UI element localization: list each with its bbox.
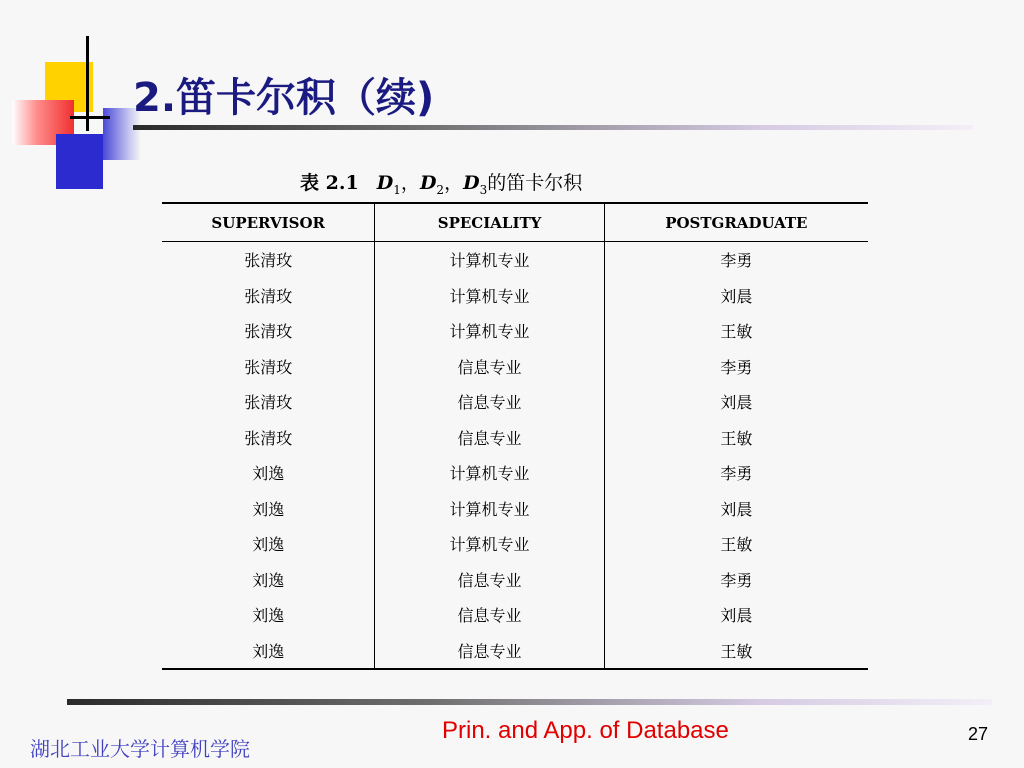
cell-speciality: 信息专业 <box>375 384 604 420</box>
cell-speciality: 计算机专业 <box>375 491 604 527</box>
footer-divider <box>67 699 992 705</box>
caption-domain: $D_3$ <box>463 172 488 197</box>
cell-postgraduate: 刘晨 <box>720 606 753 626</box>
table-row <box>162 633 868 670</box>
cell-postgraduate: 王敏 <box>604 633 868 670</box>
cell-postgraduate: 李勇 <box>720 464 753 484</box>
caption-suffix: 的笛卡尔积 <box>487 172 583 194</box>
cell-speciality: 计算机专业 <box>375 242 604 278</box>
table-row <box>162 562 868 598</box>
cell-postgraduate: 刘晨 <box>720 499 753 519</box>
table-caption <box>300 168 800 197</box>
table-row <box>162 455 868 491</box>
column-header-postgraduate: POSTGRADUATE <box>604 203 868 242</box>
table-header-row <box>162 203 868 242</box>
deco-blue-square <box>56 134 103 189</box>
table-row <box>162 491 868 527</box>
caption-domain: $D_2$， <box>419 172 464 197</box>
table-row <box>162 349 868 385</box>
table-row <box>162 597 868 633</box>
cell-supervisor: 张清玫 <box>162 313 375 349</box>
cell-speciality: 信息专业 <box>375 597 604 633</box>
cell-postgraduate: 刘晨 <box>720 393 753 413</box>
column-header-speciality: SPECIALITY <box>375 203 604 242</box>
cell-supervisor: 张清玫 <box>162 242 375 278</box>
cell-speciality: 信息专业 <box>375 349 604 385</box>
cell-supervisor: 张清玫 <box>162 278 375 314</box>
title-divider <box>133 125 973 130</box>
table-row <box>162 420 868 456</box>
cell-supervisor: 张清玫 <box>162 349 375 385</box>
caption-domain: $D_1$， <box>376 172 420 197</box>
caption-domains <box>376 172 488 197</box>
cell-postgraduate: 刘晨 <box>720 286 753 306</box>
table-row <box>162 526 868 562</box>
cell-postgraduate: 王敏 <box>720 322 753 342</box>
cell-postgraduate: 王敏 <box>720 428 753 448</box>
deco-horizontal-line <box>70 116 110 119</box>
cell-postgraduate: 李勇 <box>720 251 753 271</box>
cell-supervisor: 刘逸 <box>162 633 375 670</box>
cell-supervisor: 刘逸 <box>162 455 375 491</box>
footer-course-title: Prin. and App. of Database <box>442 717 729 744</box>
cell-supervisor: 刘逸 <box>162 491 375 527</box>
cell-postgraduate: 王敏 <box>720 535 753 555</box>
cell-speciality: 计算机专业 <box>375 455 604 491</box>
cell-postgraduate: 李勇 <box>720 357 753 377</box>
footer-institution: 湖北工业大学计算机学院 <box>30 737 250 761</box>
table-row <box>162 384 868 420</box>
cell-speciality: 计算机专业 <box>375 278 604 314</box>
table-body <box>162 242 868 670</box>
table-row <box>162 313 868 349</box>
cell-supervisor: 张清玫 <box>162 384 375 420</box>
cell-speciality: 信息专业 <box>375 420 604 456</box>
cell-supervisor: 刘逸 <box>162 526 375 562</box>
caption-prefix: 表 2.1 <box>300 172 359 194</box>
slide-title: 2.笛卡尔积（续) <box>133 75 435 121</box>
page-number: 27 <box>968 724 989 744</box>
cell-supervisor: 刘逸 <box>162 562 375 598</box>
cell-speciality: 信息专业 <box>375 633 604 670</box>
cell-speciality: 信息专业 <box>375 562 604 598</box>
cell-postgraduate: 李勇 <box>720 570 753 590</box>
table-row <box>162 242 868 278</box>
cell-speciality: 计算机专业 <box>375 313 604 349</box>
cell-speciality: 计算机专业 <box>375 526 604 562</box>
column-header-supervisor: SUPERVISOR <box>162 203 375 242</box>
cartesian-product-table <box>162 202 868 670</box>
cell-supervisor: 刘逸 <box>162 597 375 633</box>
cell-supervisor: 张清玫 <box>162 420 375 456</box>
table-row <box>162 278 868 314</box>
